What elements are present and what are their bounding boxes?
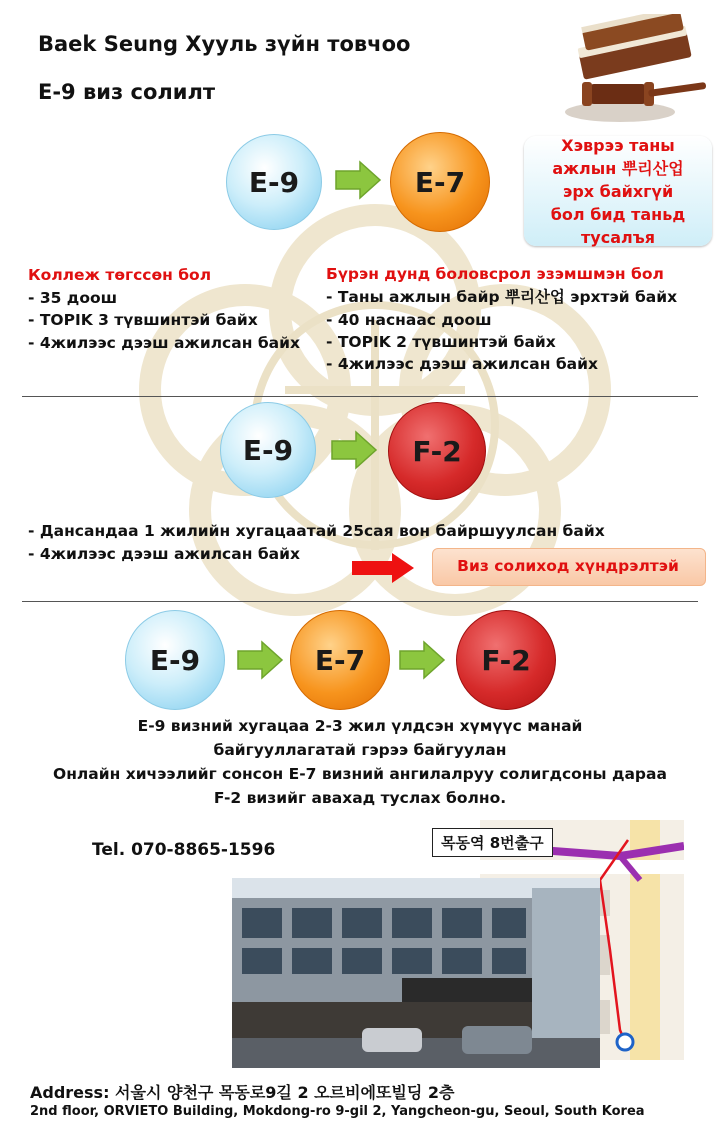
green-arrow-icon — [398, 640, 446, 680]
highschool-item: - TOPIK 2 түвшинтэй байх — [326, 333, 556, 351]
green-arrow-icon — [330, 430, 378, 470]
callout-text: Хэврээ таны ажлын 뿌리산업 эрх байхгүй бол бид таньд тусалъя — [550, 135, 686, 247]
circle-e9: E-9 — [220, 402, 316, 498]
college-item: - 4жилээс дээш ажилсан байх — [28, 334, 300, 352]
gavel-icon — [558, 14, 708, 124]
map-label: 목동역 8번출구 — [432, 828, 553, 857]
college-item: - TOPIK 3 түвшинтэй байх — [28, 311, 258, 329]
highschool-heading: Бүрэн дунд боловсрол эзэмшмэн бол — [326, 265, 664, 283]
circle-e7: E-7 — [390, 132, 490, 232]
f2-requirement: - Дансандаа 1 жилийн хугацаатай 25сая вон байршуулсан байх — [28, 522, 605, 540]
circle-f2: F-2 — [456, 610, 556, 710]
circle-f2: F-2 — [388, 402, 486, 500]
phone-number[interactable]: Tel. 070-8865-1596 — [92, 840, 276, 860]
red-arrow-icon — [350, 552, 416, 584]
divider — [22, 396, 698, 397]
warning-text: Виз солиход хүндрэлтэй — [457, 557, 679, 575]
highschool-item: - 4жилээс дээш ажилсан байх — [326, 355, 598, 373]
f2-requirement: - 4жилээс дээш ажилсан байх — [28, 545, 300, 563]
highschool-item: - 40 наснаас доош — [326, 311, 492, 329]
highschool-item: - Таны ажлын байр 뿌리산업 эрхтэй байх — [326, 288, 678, 306]
green-arrow-icon — [334, 160, 382, 200]
circle-e7: E-7 — [290, 610, 390, 710]
college-item: - 35 доош — [28, 289, 118, 307]
description-line: Онлайн хичээлийг сонсон E-7 визний ангилалруу солигдсоны дараа — [53, 765, 667, 783]
circle-e9: E-9 — [226, 134, 322, 230]
page-subtitle: E-9 виз солилт — [38, 80, 216, 104]
circle-e9: E-9 — [125, 610, 225, 710]
address-english: 2nd floor, ORVIETO Building, Mokdong-ro 9-gil 2, Yangcheon-gu, Seoul, South Korea — [30, 1104, 645, 1119]
page-title: Baek Seung Хууль зүйн товчоо — [38, 32, 411, 56]
building-photo — [232, 878, 600, 1068]
green-arrow-icon — [236, 640, 284, 680]
description-line: E-9 визний хугацаа 2-3 жил үлдсэн хүмүүс манай — [137, 717, 583, 735]
description-line: F-2 визийг авахад туслах болно. — [213, 789, 507, 807]
divider — [22, 601, 698, 602]
description-line: байгууллагатай гэрээ байгуулан — [213, 741, 507, 759]
address-korean: Address: 서울시 양천구 목동로9길 2 오르비에또빌딩 2층 — [30, 1083, 455, 1102]
college-heading: Коллеж төгссөн бол — [28, 266, 212, 284]
